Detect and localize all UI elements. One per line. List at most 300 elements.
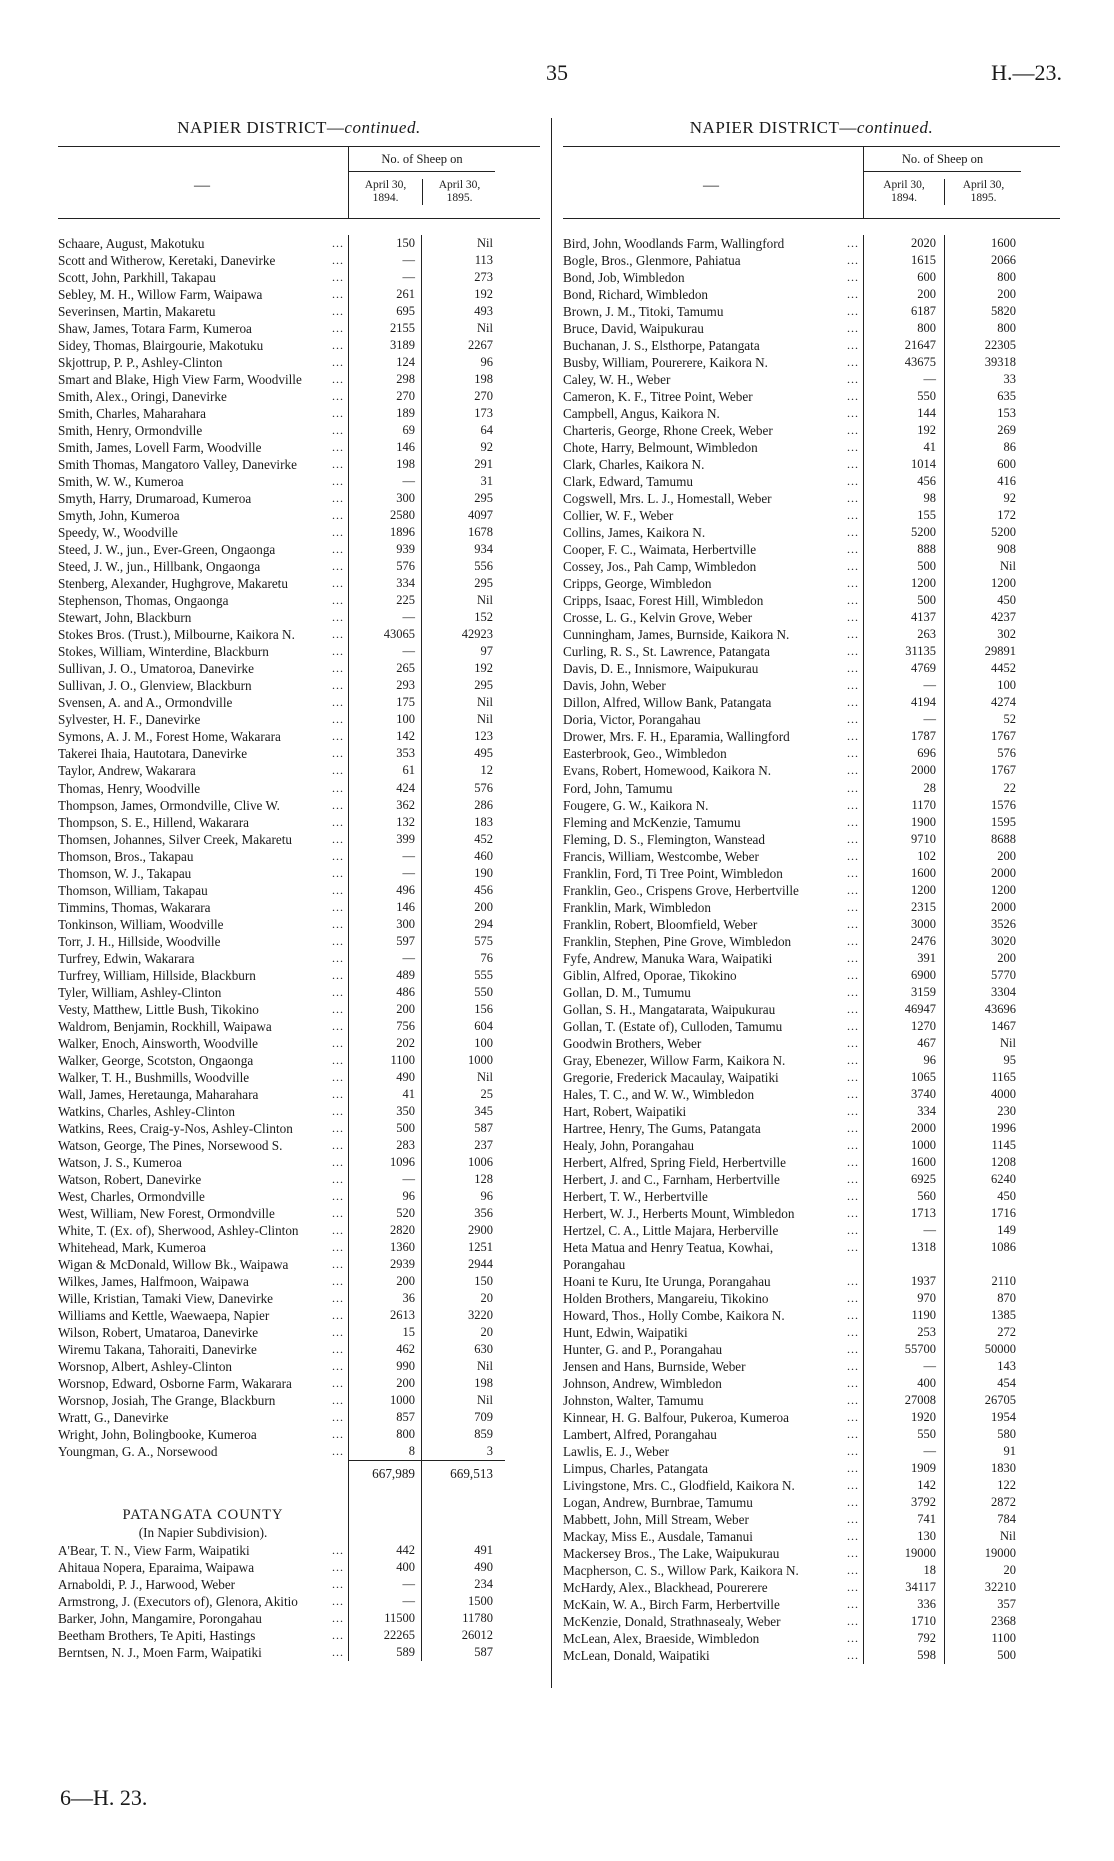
column-divider	[551, 118, 552, 1688]
owner-name: Svensen, A. and A., Ormondville ...	[58, 694, 348, 711]
sheep-1894: 490	[396, 1069, 415, 1084]
owner-name: Walker, T. H., Bushmills, Woodville ...	[58, 1069, 348, 1086]
sheep-1894: —	[923, 1359, 936, 1374]
table-row	[58, 762, 540, 779]
sheep-1895: 2872	[991, 1495, 1016, 1510]
sheep-1895: 1200	[991, 882, 1016, 897]
owner-name: Francis, William, Westcombe, Weber ...	[563, 848, 863, 865]
owner-name: Steed, J. W., jun., Ever-Green, Ongaonga ...	[58, 541, 348, 558]
sheep-1894: 261	[396, 287, 415, 302]
sheep-1894: 2613	[390, 1307, 415, 1322]
table-row	[563, 1188, 1060, 1205]
sheep-1895: 356	[474, 1205, 493, 1220]
owner-name: Stokes, William, Winterdine, Blackburn ...	[58, 643, 348, 660]
owner-name: Bruce, David, Waipukurau ...	[563, 320, 863, 337]
sheep-1895: 5770	[991, 967, 1016, 982]
table-row	[563, 711, 1060, 728]
sheep-1895: Nil	[477, 321, 493, 336]
table-row	[563, 558, 1060, 575]
owner-name: Franklin, Ford, Ti Tree Point, Wimbledon ...	[563, 865, 863, 882]
owner-name: Speedy, W., Woodville ...	[58, 524, 348, 541]
owner-name: Scott, John, Parkhill, Takapau ...	[58, 269, 348, 286]
sheep-1895: 416	[997, 474, 1016, 489]
sheep-1894: —	[402, 1594, 415, 1609]
owner-name: Torr, J. H., Hillside, Woodville ...	[58, 933, 348, 950]
sheep-1894: 263	[917, 627, 936, 642]
table-row	[563, 303, 1060, 320]
sheep-1895: 1000	[468, 1052, 493, 1067]
owner-name: Watson, Robert, Danevirke ...	[58, 1171, 348, 1188]
table-row	[563, 1579, 1060, 1596]
owner-name: Franklin, Mark, Wimbledon ...	[563, 899, 863, 916]
sheep-1895: 20	[480, 1290, 493, 1305]
sheep-1894: 19000	[904, 1546, 936, 1561]
owner-name: Porangahau	[563, 1256, 626, 1272]
sheep-1895: 500	[997, 1648, 1016, 1663]
sheep-1894: 298	[396, 372, 415, 387]
table-row	[58, 405, 540, 422]
table-row	[58, 1222, 540, 1239]
sheep-1894: 18	[923, 1563, 936, 1578]
owner-name: Wall, James, Heretaunga, Maharahara ...	[58, 1086, 348, 1103]
sheep-1894: 1065	[911, 1069, 936, 1084]
table-row	[563, 1035, 1060, 1052]
sheep-1895: 800	[997, 321, 1016, 336]
sheep-1894: 1190	[911, 1307, 936, 1322]
table-row	[58, 575, 540, 592]
owner-name: A'Bear, T. N., View Farm, Waipatiki ...	[58, 1542, 348, 1559]
sheep-1895: Nil	[477, 695, 493, 710]
sheep-1895: 1830	[991, 1461, 1016, 1476]
owner-name: Livingstone, Mrs. C., Glodfield, Kaikora N. ...	[563, 1477, 863, 1494]
table-row	[58, 1324, 540, 1341]
table-row	[563, 1307, 1060, 1324]
sheep-1895: 490	[474, 1560, 493, 1575]
sheep-1894: 175	[396, 695, 415, 710]
table-row	[58, 609, 540, 626]
owner-name: Bond, Job, Wimbledon ...	[563, 269, 863, 286]
sheep-1895: 491	[474, 1543, 493, 1558]
table-row	[58, 865, 540, 882]
owner-name: Johnson, Andrew, Wimbledon ...	[563, 1375, 863, 1392]
table-row	[563, 762, 1060, 779]
owner-name: Hertzel, C. A., Little Majara, Herberville ...	[563, 1222, 863, 1239]
owner-name: Curling, R. S., St. Lawrence, Patangata ...	[563, 643, 863, 660]
owner-name: Watson, George, The Pines, Norsewood S. ...	[58, 1137, 348, 1154]
table-row	[58, 1542, 540, 1559]
owner-name: Hunter, G. and P., Porangahau ...	[563, 1341, 863, 1358]
table-row	[58, 507, 540, 524]
sheep-1894: 800	[396, 1427, 415, 1442]
sheep-1895: 357	[997, 1597, 1016, 1612]
owner-name: Thomsen, Johannes, Silver Creek, Makaretu ...	[58, 831, 348, 848]
sheep-1895: 230	[997, 1103, 1016, 1118]
sheep-1894: 2315	[911, 899, 936, 914]
table-row	[58, 235, 540, 252]
sheep-1895: 25	[480, 1086, 493, 1101]
table-row	[58, 677, 540, 694]
table-row	[58, 1103, 540, 1120]
sheep-1894: 98	[923, 491, 936, 506]
sheep-1895: 39318	[984, 355, 1016, 370]
owner-name: Sidey, Thomas, Blairgourie, Makotuku ...	[58, 337, 348, 354]
sheep-1894: 5200	[911, 525, 936, 540]
table-row	[58, 797, 540, 814]
sheep-1894: 1170	[911, 797, 936, 812]
sheep-1895: 3304	[991, 984, 1016, 999]
sheep-1894: 3189	[390, 338, 415, 353]
left-column-title: NAPIER DISTRICT—continued.	[177, 118, 421, 137]
table-row	[563, 1545, 1060, 1562]
sheep-1895: 173	[474, 406, 493, 421]
table-row	[58, 1559, 540, 1576]
sheep-1894: 400	[396, 1560, 415, 1575]
sheep-1895: 934	[474, 542, 493, 557]
sheep-1894: 4194	[911, 695, 936, 710]
owner-name: Thompson, James, Ormondville, Clive W. ...	[58, 797, 348, 814]
sheep-1895: 192	[474, 661, 493, 676]
sheep-1894: 1200	[911, 882, 936, 897]
sheep-1895: 198	[474, 1376, 493, 1391]
sheep-1895: 493	[474, 304, 493, 319]
sheep-1894: 939	[396, 542, 415, 557]
sheep-1895: 3220	[468, 1307, 493, 1322]
owner-name: Wratt, G., Danevirke ...	[58, 1409, 348, 1426]
sheep-1895: 302	[997, 627, 1016, 642]
sheep-1895: 2000	[991, 865, 1016, 880]
table-row	[563, 422, 1060, 439]
table-row	[58, 1086, 540, 1103]
sheep-1895: 295	[474, 576, 493, 591]
owner-name: Clark, Edward, Tamumu ...	[563, 473, 863, 490]
owner-name: Smith, Henry, Ormondville ...	[58, 422, 348, 439]
sheep-1895: 100	[474, 1035, 493, 1050]
sheep-1895: 1576	[991, 797, 1016, 812]
table-row	[563, 984, 1060, 1001]
owner-name: Stewart, John, Blackburn ...	[58, 609, 348, 626]
sheep-1895: 1251	[468, 1239, 493, 1254]
sheep-1894: —	[923, 1444, 936, 1459]
owner-name: Herbert, J. and C., Farnham, Herbertville ...	[563, 1171, 863, 1188]
table-row	[563, 660, 1060, 677]
owner-name: Sullivan, J. O., Glenview, Blackburn ...	[58, 677, 348, 694]
sheep-1895: 20	[1003, 1563, 1016, 1578]
owner-name: Gregorie, Frederick Macaulay, Waipatiki ...	[563, 1069, 863, 1086]
sheep-1894: 589	[396, 1645, 415, 1660]
table-row	[563, 524, 1060, 541]
sheep-1895: 270	[474, 389, 493, 404]
table-row	[563, 831, 1060, 848]
sheep-1894: 696	[917, 746, 936, 761]
sheep-1895: 91	[1003, 1444, 1016, 1459]
table-row	[58, 354, 540, 371]
owner-name: Walker, George, Scotston, Ongaonga ...	[58, 1052, 348, 1069]
table-row	[563, 780, 1060, 797]
sheep-1894: 8	[408, 1444, 415, 1459]
owner-name: Lambert, Alfred, Porangahau ...	[563, 1426, 863, 1443]
table-row	[563, 1290, 1060, 1307]
table-row	[563, 1647, 1060, 1664]
table-row	[58, 711, 540, 728]
sheep-1894: 225	[396, 593, 415, 608]
table-row	[563, 354, 1060, 371]
sheep-1894: 253	[917, 1325, 936, 1339]
owner-name: Wilson, Robert, Umataroa, Danevirke ...	[58, 1324, 348, 1341]
sheep-1894: 61	[402, 763, 415, 778]
sheep-1895: 150	[474, 1273, 493, 1288]
group-label: No. of Sheep on	[349, 147, 495, 172]
sheep-1895: 76	[480, 950, 493, 965]
table-row	[563, 1528, 1060, 1545]
table-row	[563, 728, 1060, 745]
table-row	[563, 1409, 1060, 1426]
owner-name: Smyth, Harry, Drumaroad, Kumeroa ...	[58, 490, 348, 507]
sheep-1895: 143	[997, 1359, 1016, 1374]
table-row	[563, 1086, 1060, 1103]
sheep-1894: 293	[396, 678, 415, 693]
table-row	[563, 1018, 1060, 1035]
table-row	[58, 1426, 540, 1443]
sheep-1895: 190	[474, 865, 493, 880]
sheep-1894: 2020	[911, 236, 936, 250]
table-row	[58, 933, 540, 950]
sheep-1895: 2368	[991, 1614, 1016, 1629]
table-row	[563, 865, 1060, 882]
sheep-1894: 144	[917, 406, 936, 421]
table-row	[58, 1576, 540, 1593]
sheep-1894: 4137	[911, 610, 936, 625]
sheep-1894: —	[402, 474, 415, 489]
table-row	[58, 814, 540, 831]
owner-name: Bogle, Bros., Glenmore, Pahiatua ...	[563, 252, 863, 269]
owner-name: Jensen and Hans, Burnside, Weber ...	[563, 1358, 863, 1375]
owner-name: Cripps, George, Wimbledon ...	[563, 575, 863, 592]
sheep-1895: 96	[480, 1188, 493, 1203]
col-1895-header: April 30, 1895.	[422, 179, 496, 205]
owner-name: Collins, James, Kaikora N. ...	[563, 524, 863, 541]
sheep-1894: 43675	[904, 355, 936, 370]
sheep-1895: 113	[474, 253, 493, 268]
sheep-1895: 1500	[468, 1594, 493, 1609]
table-row	[58, 1171, 540, 1188]
table-row	[58, 916, 540, 933]
owner-name: Davis, John, Weber ...	[563, 677, 863, 694]
sheep-1895: 3526	[991, 916, 1016, 931]
document-reference: H.—23.	[991, 60, 1062, 85]
owner-name: Vesty, Matthew, Little Bush, Tikokino ...	[58, 1001, 348, 1018]
sheep-1895: 635	[997, 389, 1016, 404]
column-rule	[863, 235, 864, 1664]
sheep-1895: 198	[474, 372, 493, 387]
sheep-1894: 550	[917, 1427, 936, 1442]
table-row	[563, 1069, 1060, 1086]
sheep-1895: 5820	[991, 304, 1016, 319]
sheep-1894: 500	[917, 593, 936, 608]
owner-name: Tonkinson, William, Woodville ...	[58, 916, 348, 933]
county-subheading: (In Napier Subdivision).	[138, 1525, 268, 1541]
owner-name: Whitehead, Mark, Kumeroa ...	[58, 1239, 348, 1256]
owner-name: Waldrom, Benjamin, Rockhill, Waipawa ...	[58, 1018, 348, 1035]
sheep-1894: 200	[396, 1001, 415, 1016]
sheep-1894: 3740	[911, 1086, 936, 1101]
owner-name: Giblin, Alfred, Oporae, Tikokino ...	[563, 967, 863, 984]
owner-name: Timmins, Thomas, Wakarara ...	[58, 899, 348, 916]
owner-name: Hales, T. C., and W. W., Wimbledon ...	[563, 1086, 863, 1103]
owner-name: Gollan, T. (Estate of), Culloden, Tamumu ...	[563, 1018, 863, 1035]
sheep-1894: —	[402, 865, 415, 880]
sheet-signature: 6—H. 23.	[60, 1785, 148, 1810]
sheep-1895: 1086	[991, 1239, 1016, 1254]
owner-name: Heta Matua and Henry Teatua, Kowhai, ...	[563, 1239, 863, 1256]
owner-name: Macpherson, C. S., Willow Park, Kaikora N. ...	[563, 1562, 863, 1579]
owner-name: Limpus, Charles, Patangata ...	[563, 1460, 863, 1477]
table-row	[563, 745, 1060, 762]
total-1895: 669,513	[450, 1466, 493, 1482]
owner-name: Beetham Brothers, Te Apiti, Hastings ...	[58, 1627, 348, 1644]
owner-name: Ford, John, Tamumu ...	[563, 780, 863, 797]
sheep-1895: 96	[480, 355, 493, 370]
sheep-1895: 495	[474, 746, 493, 761]
sheep-1894: 334	[396, 576, 415, 591]
sheep-1895: 454	[997, 1376, 1016, 1391]
sheep-1894: 1710	[911, 1614, 936, 1629]
owner-name: Caley, W. H., Weber ...	[563, 371, 863, 388]
table-row	[563, 1001, 1060, 1018]
owner-name: Thompson, S. E., Hillend, Wakarara ...	[58, 814, 348, 831]
sheep-1895: 200	[997, 287, 1016, 302]
table-row	[58, 1290, 540, 1307]
owner-name: Ahitaua Nopera, Eparaima, Waipawa ...	[58, 1559, 348, 1576]
sheep-1895: 12	[480, 763, 493, 778]
sheep-1894: 200	[396, 1376, 415, 1391]
owner-name: White, T. (Ex. of), Sherwood, Ashley-Clinton ...	[58, 1222, 348, 1239]
sheep-1895: 33	[1003, 372, 1016, 387]
table-row	[563, 592, 1060, 609]
sheep-1894: 462	[396, 1342, 415, 1357]
table-row	[58, 660, 540, 677]
sheep-1895: 1006	[468, 1154, 493, 1169]
owner-name: Campbell, Angus, Kaikora N. ...	[563, 405, 863, 422]
sheep-1895: 784	[997, 1512, 1016, 1527]
owner-name: Evans, Robert, Homewood, Kaikora N. ...	[563, 762, 863, 779]
owner-name: Skjottrup, P. P., Ashley-Clinton ...	[58, 354, 348, 371]
owner-name: Watson, J. S., Kumeroa ...	[58, 1154, 348, 1171]
sheep-1895: 709	[474, 1410, 493, 1425]
table-row	[563, 235, 1060, 252]
sheep-1895: 97	[480, 644, 493, 659]
table-row	[563, 541, 1060, 558]
sheep-1895: 43696	[984, 1001, 1016, 1016]
table-row	[563, 1103, 1060, 1120]
table-row	[58, 269, 540, 286]
table-row	[58, 1627, 540, 1644]
sheep-1894: 96	[402, 1188, 415, 1203]
owner-name: Wilkes, James, Halfmoon, Waipawa ...	[58, 1273, 348, 1290]
sheep-1895: 294	[474, 916, 493, 931]
sheep-1894: 792	[917, 1631, 936, 1646]
col-1895-header: April 30, 1895.	[944, 179, 1022, 205]
owner-name: Armstrong, J. (Executors of), Glenora, Akitio ...	[58, 1593, 348, 1610]
table-row	[563, 473, 1060, 490]
table-row	[563, 933, 1060, 950]
sheep-1894: —	[402, 1171, 415, 1186]
table-row	[58, 848, 540, 865]
sheep-1895: 1100	[991, 1631, 1016, 1646]
owner-name: Herbert, T. W., Herbertville ...	[563, 1188, 863, 1205]
sheep-1895: 100	[997, 678, 1016, 693]
owner-name: Turfrey, Edwin, Wakarara ...	[58, 950, 348, 967]
sheep-1894: 1600	[911, 865, 936, 880]
sheep-1895: 149	[997, 1222, 1016, 1237]
owner-name: Crosse, L. G., Kelvin Grove, Weber ...	[563, 609, 863, 626]
owner-name: McHardy, Alex., Blackhead, Pourerere ...	[563, 1579, 863, 1596]
table-row	[563, 252, 1060, 269]
owner-name: Clark, Charles, Kaikora N. ...	[563, 456, 863, 473]
sheep-1894: 1360	[390, 1239, 415, 1254]
owner-name: Mackersey Bros., The Lake, Waipukurau ...	[563, 1545, 863, 1562]
sheep-1895: 1595	[991, 814, 1016, 829]
sheep-1895: 1767	[991, 729, 1016, 744]
sheep-1895: 291	[474, 457, 493, 472]
sheep-1895: 200	[997, 848, 1016, 863]
sheep-1895: 295	[474, 678, 493, 693]
owner-name: Youngman, G. A., Norsewood ...	[58, 1443, 348, 1460]
owner-name: Johnston, Walter, Tamumu ...	[563, 1392, 863, 1409]
sheep-1895: 11780	[462, 1611, 493, 1626]
left-table-header	[58, 146, 540, 219]
sheep-1895: 587	[474, 1645, 493, 1660]
left-table-body	[58, 235, 540, 1661]
sheep-1895: 95	[1003, 1052, 1016, 1067]
col-1894-header: April 30, 1894.	[364, 179, 407, 204]
table-row	[563, 1137, 1060, 1154]
sheep-1894: 21647	[904, 338, 936, 353]
sheep-1895: 200	[997, 950, 1016, 965]
county-heading: PATANGATA COUNTY	[122, 1507, 284, 1524]
table-row	[563, 626, 1060, 643]
sheep-1894: 2820	[390, 1222, 415, 1237]
owner-name: McKenzie, Donald, Strathnasealy, Weber ...	[563, 1613, 863, 1630]
table-row	[563, 677, 1060, 694]
owner-name: Gollan, D. M., Tumumu ...	[563, 984, 863, 1001]
table-row	[58, 490, 540, 507]
sheep-1894: 500	[917, 559, 936, 574]
sheep-1894: 150	[396, 236, 415, 250]
sheep-1894: 467	[917, 1035, 936, 1050]
table-row	[563, 320, 1060, 337]
sheep-1895: 556	[474, 559, 493, 574]
sheep-1894: 391	[917, 950, 936, 965]
sheep-1894: 202	[396, 1035, 415, 1050]
table-row	[58, 320, 540, 337]
table-row	[563, 1596, 1060, 1613]
sheep-1895: 3	[486, 1444, 493, 1459]
owner-name: Smith, James, Lovell Farm, Woodville ...	[58, 439, 348, 456]
table-row	[58, 1358, 540, 1375]
owner-name: West, William, New Forest, Ormondville ...	[58, 1205, 348, 1222]
sheep-1894: 142	[396, 729, 415, 744]
sheep-1894: 500	[396, 1120, 415, 1135]
table-row	[58, 1137, 540, 1154]
sheep-1895: 128	[474, 1171, 493, 1186]
right-column-title: NAPIER DISTRICT—continued.	[689, 118, 934, 137]
sheep-1895: 86	[1003, 440, 1016, 455]
table-row	[563, 1120, 1060, 1137]
sheep-1895: Nil	[477, 1393, 493, 1408]
sheep-1894: 300	[396, 491, 415, 506]
sheep-1895: 2000	[991, 899, 1016, 914]
sheep-1895: 1165	[991, 1069, 1016, 1084]
